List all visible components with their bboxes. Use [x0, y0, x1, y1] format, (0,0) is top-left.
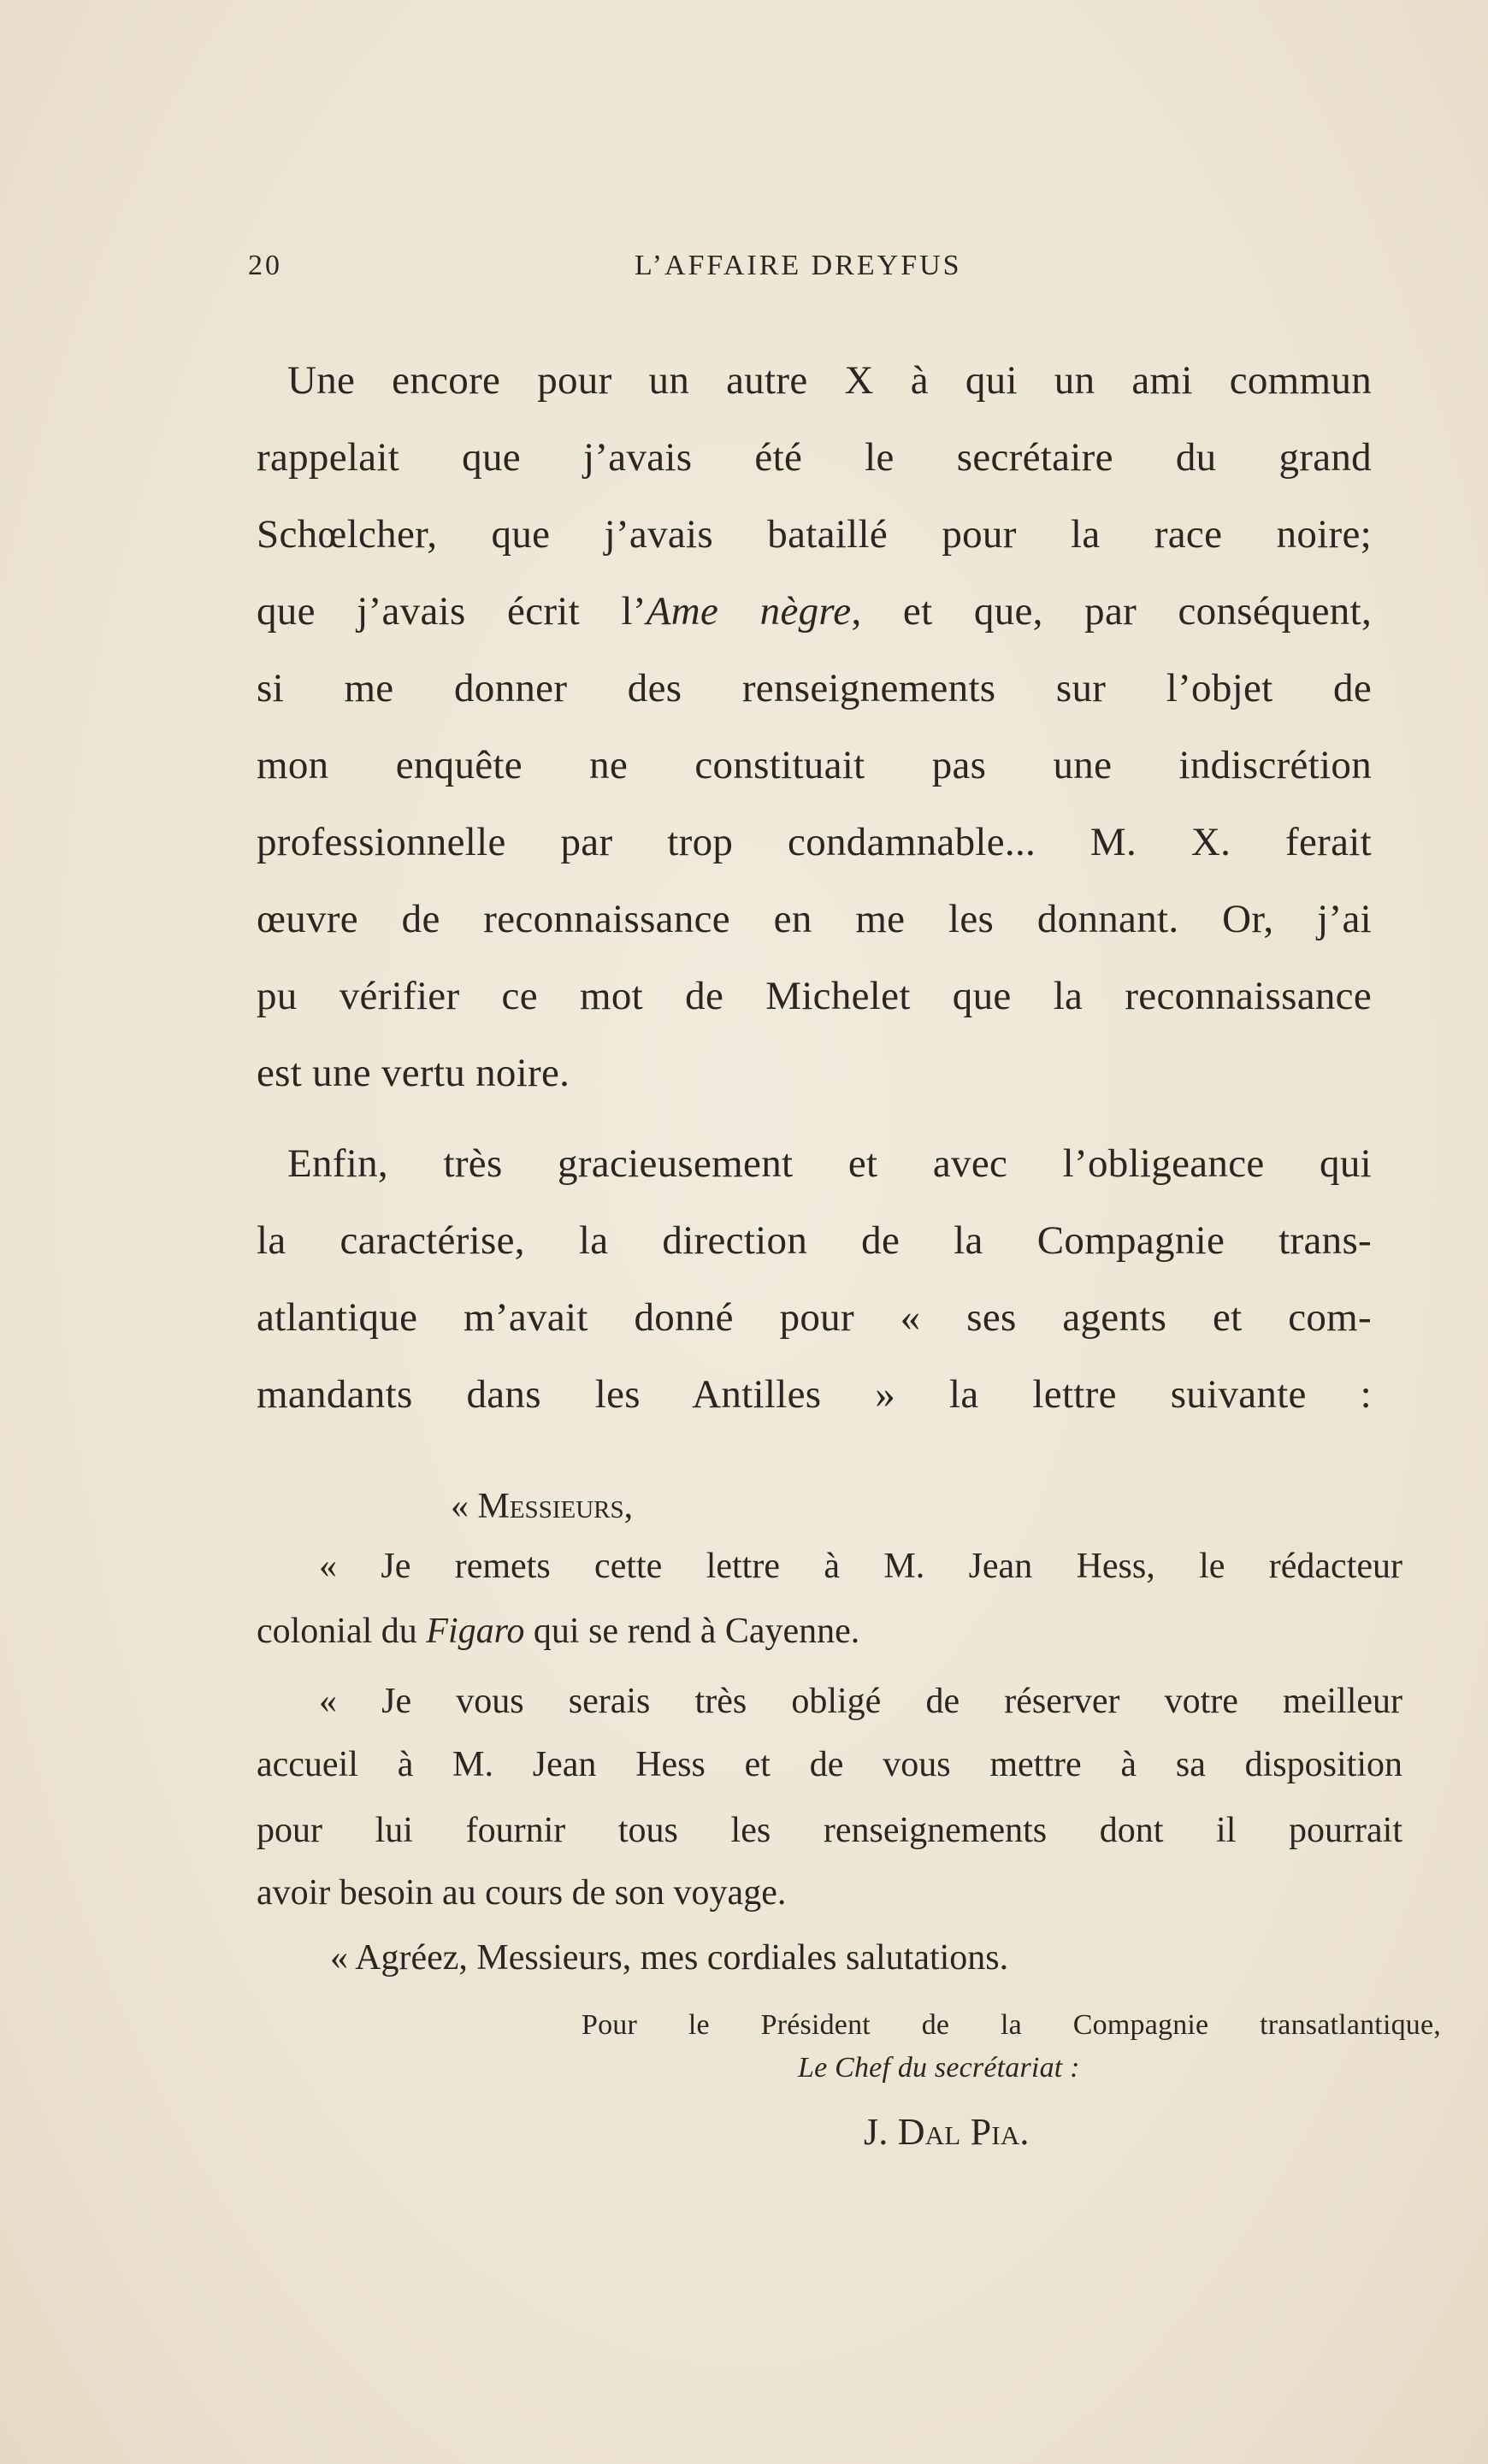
text-segment: atlantique m’avait donné pour « ses agents et com- — [257, 1295, 1372, 1340]
text-segment: si me donner des renseignements sur l’objet de — [257, 666, 1372, 710]
text-segment: Une encore pour un autre X à qui un ami commun — [287, 358, 1372, 403]
text-segment: colonial du — [257, 1612, 427, 1651]
text-segment: pour lui fournir tous les renseignements dont il pourrait — [257, 1811, 1402, 1850]
body-line — [257, 742, 1372, 788]
letter-line — [257, 1810, 1402, 1851]
text-segment: pu vérifier ce mot de Michelet que la reconnaissance — [257, 974, 1372, 1018]
text-segment: mandants dans les Antilles » la lettre suivante : — [257, 1372, 1372, 1417]
text-segment: « Je vous serais très obligé de réserver votre meilleur — [319, 1682, 1402, 1721]
text-segment: J. Dal Pia. — [864, 2111, 1030, 2153]
body-line — [257, 973, 1372, 1019]
letter-line — [451, 1486, 633, 1527]
body-line — [257, 1050, 570, 1096]
letter-line — [330, 1937, 1008, 1978]
page-number: 20 — [248, 250, 282, 281]
body-line — [257, 896, 1372, 942]
text-segment: « Messieurs, — [451, 1487, 634, 1526]
body-line — [257, 588, 1372, 634]
body-line — [257, 819, 1372, 865]
text-segment: est une vertu noire. — [257, 1051, 570, 1095]
text-segment: professionnelle par trop condamnable... M. X. ferait — [257, 820, 1372, 864]
body-line — [257, 1294, 1372, 1341]
body-line — [257, 1371, 1372, 1418]
text-segment: « Je remets cette lettre à M. Jean Hess, le rédacteur — [319, 1547, 1402, 1586]
body-line — [257, 511, 1372, 557]
text-segment: la caractérise, la direction de la Compagnie trans- — [257, 1218, 1372, 1263]
text-segment: que j’avais écrit l’ — [257, 589, 647, 634]
text-segment: mon enquête ne constituait pas une indiscrétion — [257, 743, 1372, 787]
text-segment: , et que, par conséquent, — [851, 589, 1373, 634]
text-segment: qui se rend à Cayenne. — [524, 1612, 860, 1651]
text-segment: Enfin, très gracieusement et avec l’obligeance qui — [287, 1141, 1372, 1186]
text-segment: Pour le Président de la Compagnie transatlantique, — [582, 2009, 1441, 2041]
body-line — [287, 357, 1372, 404]
italic-text: Le Chef du secrétariat : — [798, 2052, 1080, 2084]
body-line — [257, 665, 1372, 711]
running-title: L’AFFAIRE DREYFUS — [635, 250, 962, 281]
text-segment: œuvre de reconnaissance en me les donnant. Or, j’ai — [257, 897, 1372, 941]
text-segment: accueil à M. Jean Hess et de vous mettre à sa disposition — [257, 1745, 1402, 1784]
signature-line — [798, 2052, 1080, 2084]
text-segment: rappelait que j’avais été le secrétaire du grand — [257, 435, 1372, 480]
letter-line — [257, 1611, 859, 1652]
body-line — [287, 1141, 1372, 1187]
text-segment: avoir besoin au cours de son voyage. — [257, 1873, 787, 1913]
letter-line — [257, 1744, 1402, 1785]
signature-line — [864, 2110, 1030, 2154]
italic-text: Figaro — [426, 1612, 525, 1651]
signature-line — [582, 2009, 1441, 2042]
text-segment: « Agréez, Messieurs, mes cordiales salutations. — [330, 1938, 1009, 1978]
letter-line — [257, 1872, 786, 1913]
body-line — [257, 1217, 1372, 1264]
body-line — [257, 434, 1372, 480]
letter-line — [319, 1546, 1402, 1587]
text-segment: Schœlcher, que j’avais bataillé pour la race noire; — [257, 512, 1372, 557]
italic-text: Ame nègre — [646, 589, 852, 634]
letter-line — [319, 1681, 1402, 1722]
